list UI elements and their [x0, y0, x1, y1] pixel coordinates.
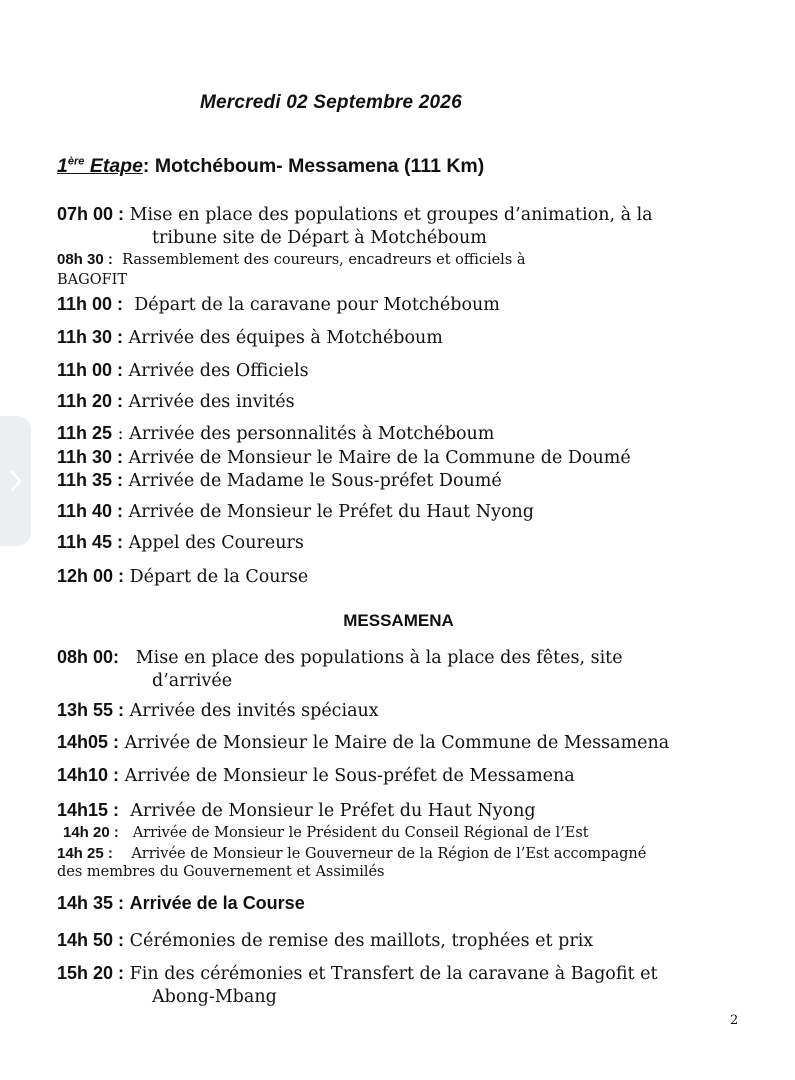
row-desc: Arrivée de Monsieur le Sous-préfet de Messamena: [124, 766, 575, 786]
schedule-row: [57, 799, 742, 823]
row-desc: Arrivée des équipes à Motchéboum: [128, 328, 443, 348]
stage-heading: [57, 155, 484, 178]
chevron-right-icon: [9, 469, 23, 493]
row-time: 14h10 :: [57, 765, 120, 785]
row-desc-cont: BAGOFIT: [57, 272, 128, 288]
row-desc: Départ de la Course: [129, 567, 309, 587]
schedule-row: [57, 446, 742, 470]
row-desc: Départ de la caravane pour Motchéboum: [134, 295, 500, 315]
row-desc: Arrivée des invités spéciaux: [129, 701, 379, 721]
row-desc-cont: d’arrivée: [152, 671, 233, 691]
schedule-row: [57, 731, 742, 755]
row-time: 11h 45 :: [57, 532, 124, 552]
schedule-row: [57, 962, 742, 1009]
row-desc: Arrivée des Officiels: [128, 361, 309, 381]
stage-title: : Motchéboum- Messamena (111 Km): [142, 155, 485, 177]
row-desc: Arrivée de Monsieur le Président du Conseil Régional de l’Est: [132, 825, 589, 841]
row-time: 12h 00 :: [57, 566, 125, 586]
row-desc: : Arrivée des personnalités à Motchéboum: [117, 424, 495, 444]
schedule-row: [57, 565, 742, 589]
row-time: 08h 00:: [57, 647, 120, 667]
stage-label: 1ère Etape: [57, 155, 143, 177]
row-desc: Arrivée de Monsieur le Préfet du Haut Nyong: [128, 502, 534, 522]
schedule-date: Mercredi 02 Septembre 2026: [200, 92, 462, 113]
schedule-row: [57, 250, 742, 290]
row-time: 08h 30 :: [57, 251, 113, 268]
row-desc: Fin des cérémonies et Transfert de la caravane à Bagofit et: [129, 964, 658, 984]
row-time: 11h 30 :: [57, 447, 124, 467]
row-desc-cont: Abong-Mbang: [152, 987, 277, 1007]
row-time: 14h 25 :: [57, 845, 113, 862]
row-time: 13h 55 :: [57, 700, 125, 720]
next-page-tab[interactable]: [0, 416, 31, 546]
row-time: 14h15 :: [57, 800, 120, 820]
row-time: 11h 40 :: [57, 501, 124, 521]
row-time: 15h 20 :: [57, 963, 125, 983]
schedule-row: [57, 764, 742, 788]
row-time: 14h05 :: [57, 732, 120, 752]
row-time: 14h 50 :: [57, 930, 125, 950]
row-time: 07h 00 :: [57, 204, 125, 224]
row-desc-cont: des membres du Gouvernement et Assimilés: [57, 864, 385, 880]
row-desc: Appel des Coureurs: [128, 533, 304, 553]
row-time: 11h 00 :: [57, 294, 124, 314]
schedule-row: [57, 892, 742, 916]
row-time: 11h 00 :: [57, 360, 124, 380]
schedule-row: [57, 845, 742, 881]
row-desc: Arrivée de Madame le Sous-préfet Doumé: [128, 471, 502, 491]
page-number: 2: [730, 1013, 739, 1028]
row-desc: Arrivée de la Course: [129, 893, 305, 913]
schedule-row: [57, 500, 742, 524]
row-time: 11h 35 :: [57, 470, 124, 490]
row-time: 14h 35 :: [57, 893, 125, 913]
row-desc-cont: tribune site de Départ à Motchéboum: [152, 228, 487, 248]
section-title: MESSAMENA: [343, 611, 454, 630]
row-time: 11h 25: [57, 423, 113, 443]
schedule-row: [57, 531, 742, 555]
row-time: 11h 20 :: [57, 391, 124, 411]
row-desc: Arrivée de Monsieur le Maire de la Commune de Messamena: [124, 733, 670, 753]
schedule-row: [57, 699, 742, 723]
schedule-row: [57, 390, 742, 414]
schedule-row: [57, 929, 742, 953]
row-desc: Mise en place des populations à la place des fêtes, site: [135, 648, 623, 668]
row-time: 14h 20 :: [63, 824, 119, 841]
row-desc: Mise en place des populations et groupes d’animation, à la: [129, 205, 653, 225]
schedule-row: [57, 469, 742, 493]
row-desc: Cérémonies de remise des maillots, trophées et prix: [129, 931, 594, 951]
row-desc: Arrivée de Monsieur le Maire de la Commune de Doumé: [128, 448, 631, 468]
schedule-row: [57, 359, 742, 383]
row-desc: Rassemblement des coureurs, encadreurs et officiels à: [122, 252, 526, 268]
row-desc: Arrivée de Monsieur le Préfet du Haut Nyong: [130, 801, 536, 821]
row-desc: Arrivée des invités: [128, 392, 295, 412]
schedule-row: [63, 824, 748, 842]
schedule-row: [57, 326, 742, 350]
schedule-row: [57, 293, 742, 317]
schedule-row: [57, 646, 742, 693]
row-desc: Arrivée de Monsieur le Gouverneur de la Région de l’Est accompagné: [131, 846, 647, 862]
row-time: 11h 30 :: [57, 327, 124, 347]
schedule-row: [57, 203, 742, 250]
schedule-row: [57, 422, 742, 446]
